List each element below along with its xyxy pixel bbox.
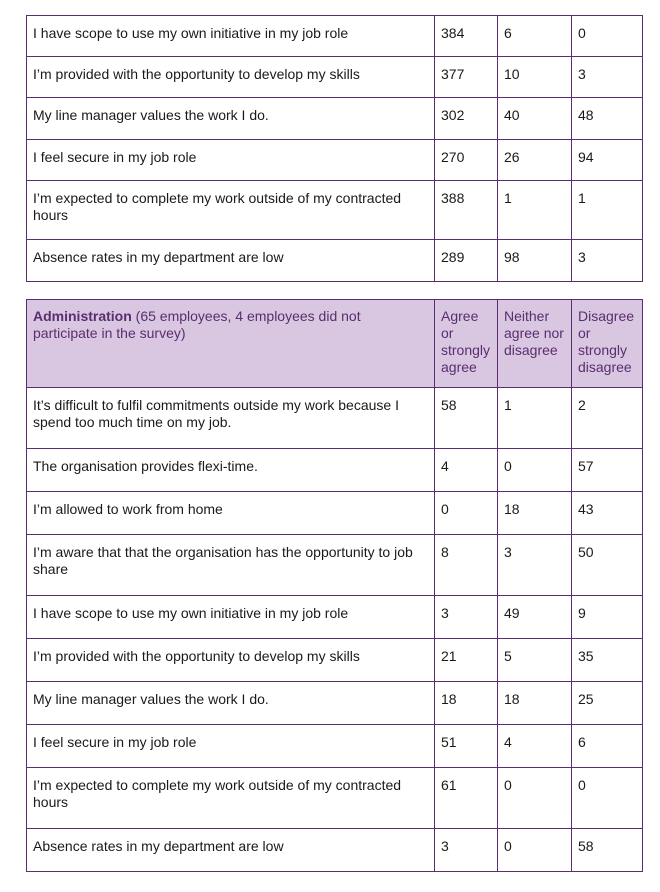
table-row [27,682,643,725]
statement-cell: I feel secure in my job role [27,725,435,768]
agree-count-cell: 289 [435,240,498,282]
neither-count-cell: 4 [498,725,572,768]
agree-count-cell: 4 [435,449,498,492]
neither-count-cell: 0 [498,768,572,829]
table-row [27,57,643,98]
disagree-count-cell: 0 [572,768,643,829]
table-row [27,596,643,639]
statement-cell: I’m aware that that the organisation has the opportunity to job share [27,535,435,596]
agree-count-cell: 3 [435,829,498,872]
column-header-neither: Neither agree nor disagree [498,300,572,388]
disagree-count-cell: 2 [572,388,643,449]
table-row [27,449,643,492]
agree-count-cell: 58 [435,388,498,449]
disagree-count-cell: 25 [572,682,643,725]
agree-count-cell: 302 [435,98,498,140]
table-row [27,181,643,240]
table-body [27,300,643,872]
neither-count-cell: 26 [498,140,572,181]
statement-cell: I feel secure in my job role [27,140,435,181]
statement-cell: I’m provided with the opportunity to develop my skills [27,57,435,98]
table-row [27,768,643,829]
statement-cell: Absence rates in my department are low [27,829,435,872]
disagree-count-cell: 3 [572,57,643,98]
neither-count-cell: 5 [498,639,572,682]
table-row [27,639,643,682]
table-row [27,140,643,181]
column-header-disagree: Disagree or strongly disagree [572,300,643,388]
statement-cell: I have scope to use my own initiative in my job role [27,16,435,57]
agree-count-cell: 51 [435,725,498,768]
agree-count-cell: 61 [435,768,498,829]
table-row [27,388,643,449]
disagree-count-cell: 43 [572,492,643,535]
disagree-count-cell: 0 [572,16,643,57]
disagree-count-cell: 50 [572,535,643,596]
neither-count-cell: 40 [498,98,572,140]
disagree-count-cell: 94 [572,140,643,181]
agree-count-cell: 8 [435,535,498,596]
table-row [27,829,643,872]
disagree-count-cell: 9 [572,596,643,639]
administration-survey-table [26,299,643,872]
statement-cell: Absence rates in my department are low [27,240,435,282]
statement-cell: My line manager values the work I do. [27,98,435,140]
neither-count-cell: 1 [498,181,572,240]
table-row [27,725,643,768]
disagree-count-cell: 48 [572,98,643,140]
neither-count-cell: 3 [498,535,572,596]
table-row [27,492,643,535]
agree-count-cell: 384 [435,16,498,57]
agree-count-cell: 18 [435,682,498,725]
statement-cell: I’m expected to complete my work outside of my contracted hours [27,181,435,240]
statement-cell: It’s difficult to fulfil commitments outside my work because I spend too much time on my job. [27,388,435,449]
department-title: Administration [33,308,132,324]
table-body [27,16,643,282]
agree-count-cell: 21 [435,639,498,682]
statement-cell: I’m allowed to work from home [27,492,435,535]
table-row [27,535,643,596]
neither-count-cell: 98 [498,240,572,282]
table-row [27,98,643,140]
neither-count-cell: 10 [498,57,572,98]
table-row [27,16,643,57]
neither-count-cell: 6 [498,16,572,57]
disagree-count-cell: 6 [572,725,643,768]
department-note: (65 employees, 4 employees did not participate in the survey) [33,308,361,341]
agree-count-cell: 270 [435,140,498,181]
disagree-count-cell: 3 [572,240,643,282]
neither-count-cell: 49 [498,596,572,639]
statement-cell: I have scope to use my own initiative in my job role [27,596,435,639]
column-header-agree: Agree or strongly agree [435,300,498,388]
neither-count-cell: 18 [498,492,572,535]
table-header-row [27,300,643,388]
statement-cell: My line manager values the work I do. [27,682,435,725]
statement-cell: The organisation provides flexi-time. [27,449,435,492]
table-row [27,240,643,282]
disagree-count-cell: 1 [572,181,643,240]
agree-count-cell: 0 [435,492,498,535]
disagree-count-cell: 58 [572,829,643,872]
disagree-count-cell: 57 [572,449,643,492]
neither-count-cell: 0 [498,449,572,492]
agree-count-cell: 3 [435,596,498,639]
agree-count-cell: 377 [435,57,498,98]
agree-count-cell: 388 [435,181,498,240]
statement-cell: I’m expected to complete my work outside of my contracted hours [27,768,435,829]
statement-cell: I’m provided with the opportunity to develop my skills [27,639,435,682]
disagree-count-cell: 35 [572,639,643,682]
survey-table-continued [26,15,643,282]
neither-count-cell: 0 [498,829,572,872]
neither-count-cell: 1 [498,388,572,449]
department-header-cell [27,300,435,388]
neither-count-cell: 18 [498,682,572,725]
